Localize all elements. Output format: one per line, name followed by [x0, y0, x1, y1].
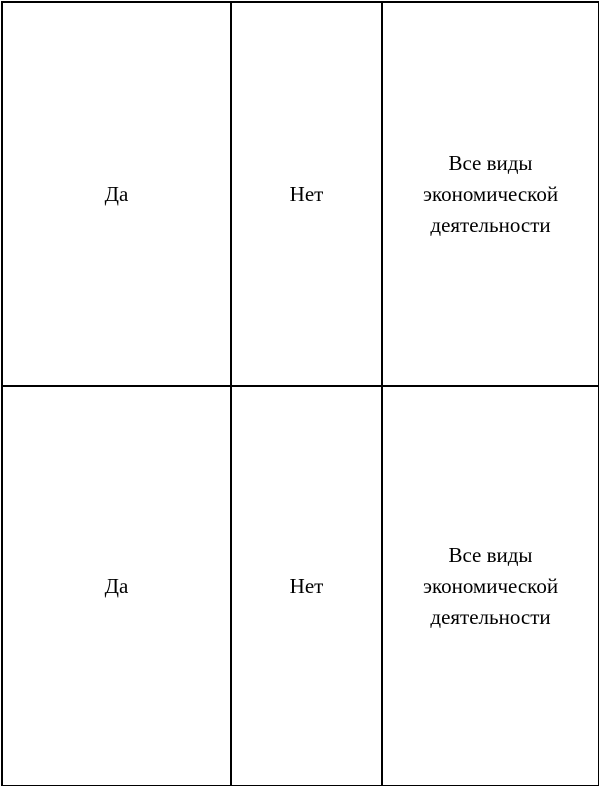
cell-value-activity: Все виды экономической деятельности: [422, 542, 559, 629]
cell-value-yes: Да: [104, 573, 129, 598]
cell-value-activity: Все виды экономической деятельности: [422, 150, 559, 237]
document-table: [1, 1, 599, 786]
table-cell: [2, 386, 231, 786]
table-cell: [2, 2, 231, 386]
table-cell: [231, 386, 382, 786]
table-cell: [382, 386, 599, 786]
cell-value-no: Нет: [289, 181, 324, 206]
table-cell: [231, 2, 382, 386]
table-row: [2, 386, 599, 786]
cell-value-no: Нет: [289, 573, 324, 598]
table-row: [2, 2, 599, 386]
table-cell: [382, 2, 599, 386]
cell-value-yes: Да: [104, 181, 129, 206]
